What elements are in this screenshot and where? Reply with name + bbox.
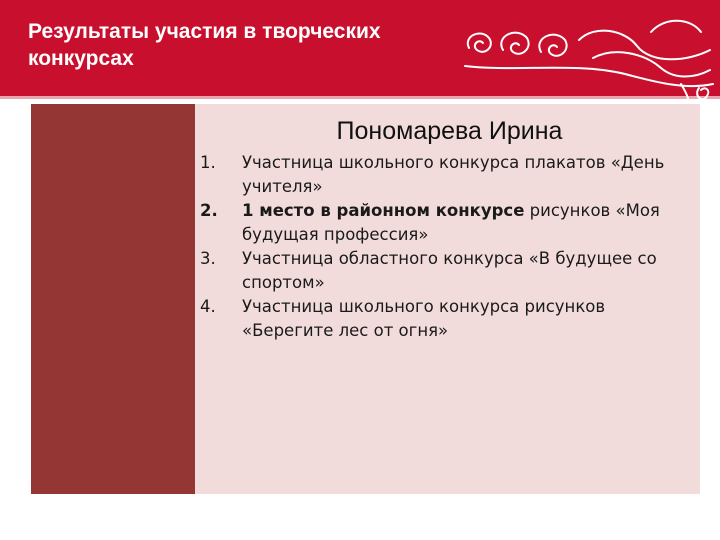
item-number: 3. [200, 249, 216, 268]
list-item [195, 247, 700, 295]
item-text: 1 место в районном конкурсе рисунков «Моя будущая профессия» [242, 201, 660, 244]
list-item [195, 199, 700, 247]
achievements-list [195, 151, 700, 343]
slide-title: Результаты участия в творческих конкурсах [28, 20, 381, 70]
left-sidebar-block [31, 104, 195, 494]
swirl-ornament-icon [455, 10, 720, 110]
item-number: 1. [200, 153, 216, 172]
content-panel [195, 104, 700, 494]
item-bold-prefix: 1 место в районном конкурсе [242, 201, 525, 220]
item-text: Участница областного конкурса «В будущее со спортом» [242, 249, 657, 292]
student-name: Пономарева Ирина [336, 117, 563, 145]
list-item [195, 151, 700, 199]
list-item [195, 295, 700, 343]
item-number: 2. [200, 201, 218, 220]
item-text: Участница школьного конкурса плакатов «День учителя» [242, 153, 665, 196]
item-text: Участница школьного конкурса рисунков «Берегите лес от огня» [242, 297, 606, 340]
item-number: 4. [200, 297, 216, 316]
